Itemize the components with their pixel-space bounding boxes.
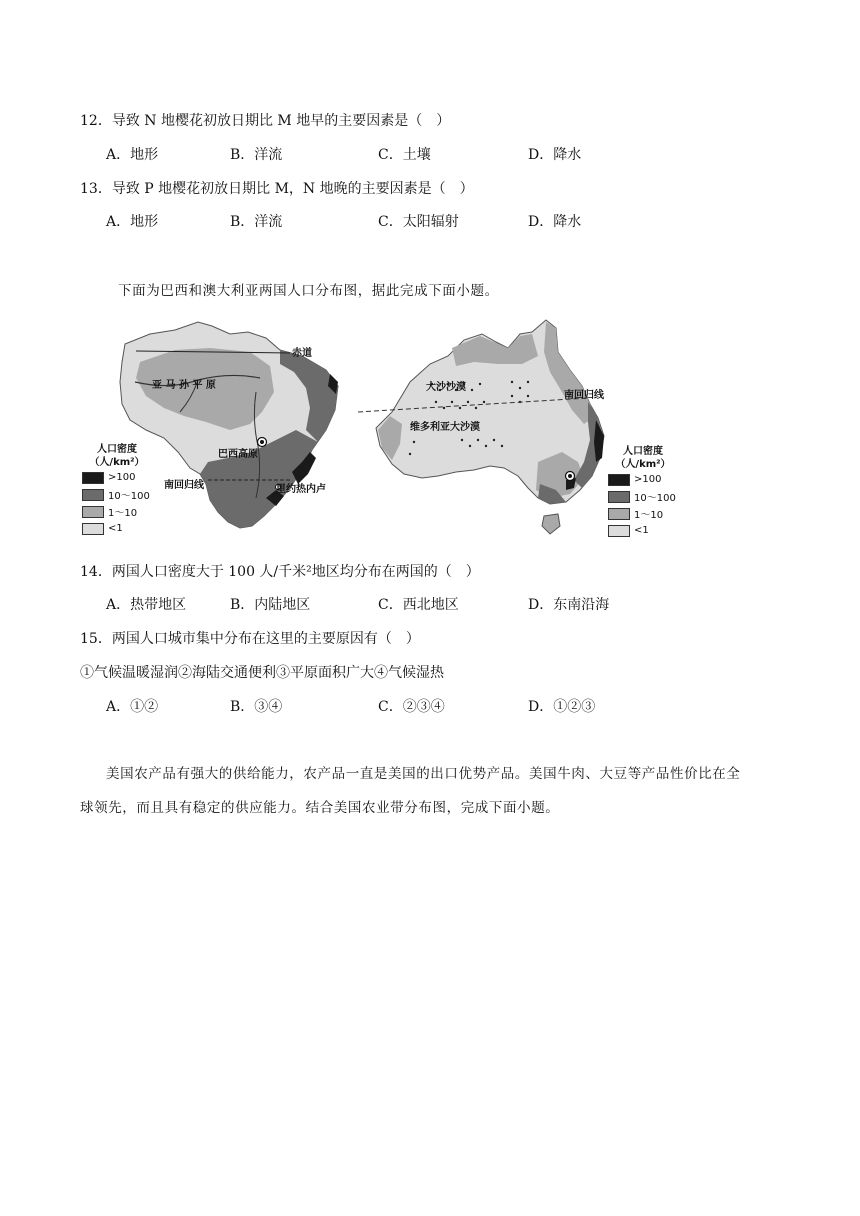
legend-item: >100 (608, 471, 678, 488)
australia-legend (608, 445, 678, 539)
question-13-option-c: C．太阳辐射 (378, 214, 459, 230)
great-victoria-desert-label: 维多利亚大沙漠 (410, 422, 480, 433)
question-12-option-a: A．地形 (106, 147, 159, 163)
question-13-option-b: B．洋流 (230, 214, 283, 230)
question-14-option-c: C．西北地区 (378, 597, 459, 613)
question-15-option-c: C．②③④ (378, 699, 445, 715)
question-12-stem: 12．导致 N 地樱花初放日期比 M 地早的主要因素是（ ） (80, 113, 451, 129)
equator-label: 赤道 (292, 348, 312, 359)
great-sandy-desert-label: 大沙沙漠 (426, 382, 466, 393)
legend-unit: （人/km²） (89, 457, 145, 468)
question-14-option-a: A．热带地区 (106, 597, 187, 613)
question-12-option-b: B．洋流 (230, 147, 283, 163)
question-15-option-d: D．①②③ (528, 699, 596, 715)
legend-title: 人口密度 (97, 444, 137, 455)
question-15-option-a: A．①② (106, 699, 159, 715)
legend-item: 1～10 (608, 505, 678, 522)
brazil-plateau-label: 巴西高原 (218, 449, 258, 460)
question-13-option-d: D．降水 (528, 214, 582, 230)
question-15-stem: 15．两国人口城市集中分布在这里的主要原因有（ ） (80, 631, 420, 647)
legend-unit: （人/km²） (615, 459, 671, 470)
brazil-tropic-label: 南回归线 (164, 480, 204, 491)
legend-item: <1 (82, 520, 152, 537)
question-14-option-b: B．内陆地区 (230, 597, 311, 613)
australia-map-graphic (352, 312, 614, 544)
map-intro-text: 下面为巴西和澳大利亚两国人口分布图，据此完成下面小题。 (118, 283, 499, 299)
legend-item: <1 (608, 522, 678, 539)
question-13-stem: 13．导致 P 地樱花初放日期比 M，N 地晚的主要因素是（ ） (80, 181, 474, 197)
usa-intro-line-1: 美国农产品有强大的供给能力，农产品一直是美国的出口优势产品。美国牛肉、大豆等产品性价比在全 (106, 766, 741, 782)
rio-label: 里约热内卢 (276, 484, 326, 495)
usa-intro-line-2: 球领先，而且具有稳定的供应能力。结合美国农业带分布图，完成下面小题。 (80, 800, 560, 816)
amazon-plain-label: 亚 马 孙 平 原 (152, 380, 216, 391)
question-14-option-d: D．东南沿海 (528, 597, 610, 613)
legend-title: 人口密度 (623, 446, 663, 457)
australia-population-map (352, 312, 614, 544)
question-12-option-c: C．土壤 (378, 147, 431, 163)
question-13-option-a: A．地形 (106, 214, 159, 230)
legend-item: 1～10 (82, 503, 152, 520)
legend-item: 10～100 (608, 488, 678, 505)
question-12-option-d: D．降水 (528, 147, 582, 163)
question-15-statements: ①气候温暖湿润②海陆交通便利③平原面积广大④气候湿热 (80, 665, 444, 681)
legend-item: >100 (82, 469, 152, 486)
legend-item: 10～100 (82, 486, 152, 503)
brazil-legend (82, 443, 152, 537)
australia-tropic-label: 南回归线 (564, 390, 604, 401)
question-15-option-b: B．③④ (230, 699, 283, 715)
question-14-stem: 14．两国人口密度大于 100 人/千米²地区均分布在两国的（ ） (80, 564, 480, 580)
